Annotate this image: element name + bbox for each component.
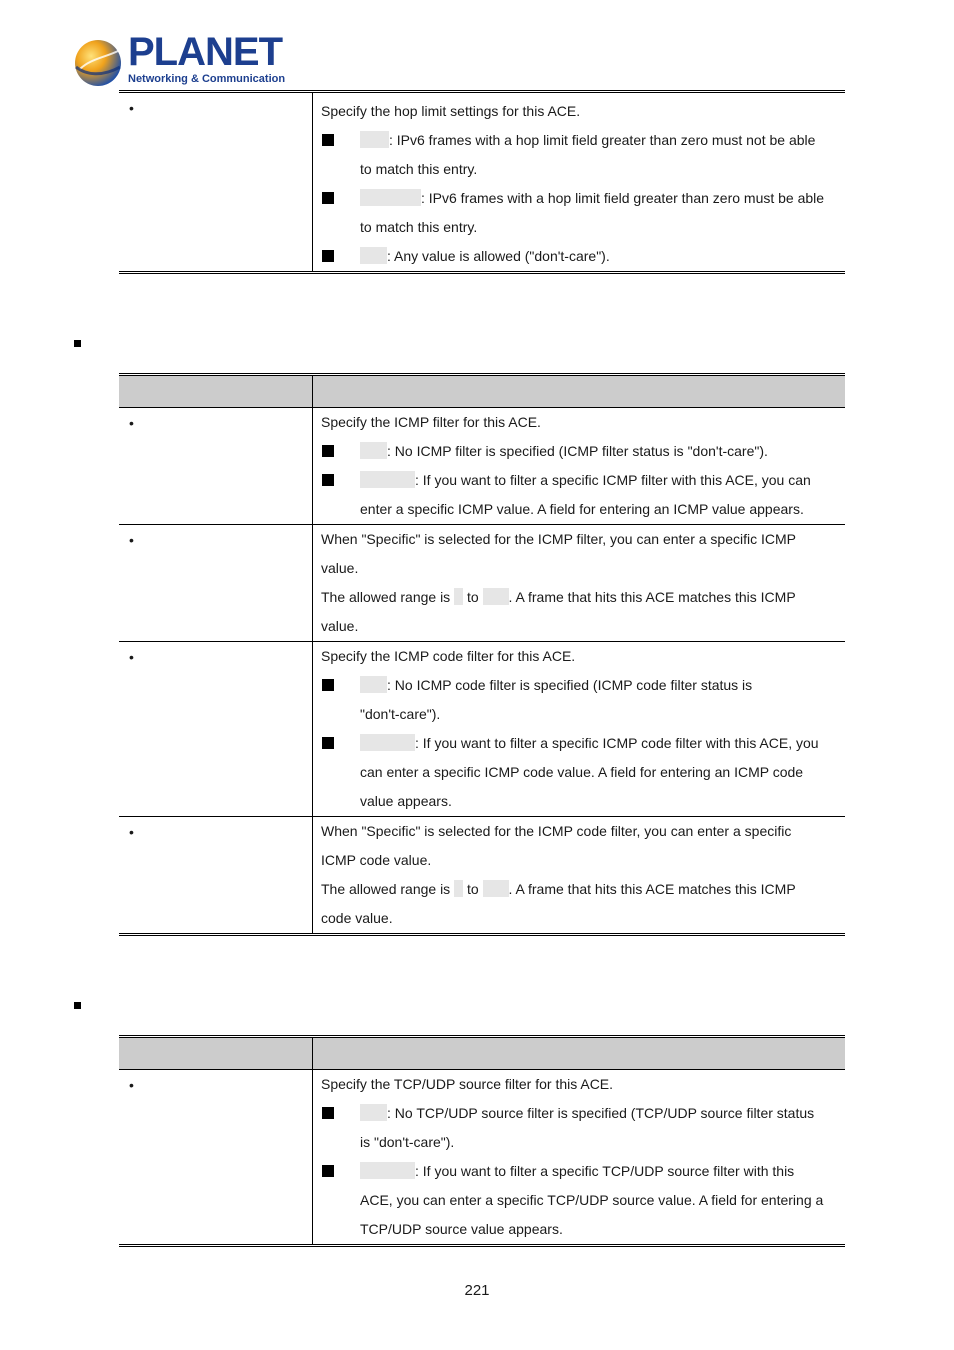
range-continuation: value. <box>321 618 359 634</box>
option-name-placeholder <box>360 734 415 751</box>
option-item <box>321 466 839 495</box>
option-item <box>321 1157 839 1186</box>
option-text: : No ICMP filter is specified (ICMP filter status is "don't-care"). <box>387 443 768 459</box>
table-row <box>119 408 845 525</box>
description-cell <box>313 408 846 525</box>
square-bullet-icon <box>322 737 334 749</box>
range-prefix: The allowed range is <box>321 881 451 897</box>
option-item <box>321 1099 839 1128</box>
table-row <box>119 817 845 935</box>
option-name-placeholder <box>360 247 387 264</box>
table-row <box>119 1070 845 1246</box>
planet-logo <box>72 30 286 90</box>
description-line: When "Specific" is selected for the ICMP filter, you can enter a specific ICMP <box>321 531 796 547</box>
square-bullet-icon <box>322 445 334 457</box>
option-text: : No TCP/UDP source filter is specified (TCP/UDP source filter status <box>387 1105 815 1121</box>
option-text: : IPv6 frames with a hop limit field greater than zero must be able <box>421 190 825 206</box>
option-name-placeholder <box>360 189 421 206</box>
square-bullet-icon <box>322 474 334 486</box>
tcp-udp-table <box>119 1035 845 1247</box>
option-text: : If you want to filter a specific ICMP filter with this ACE, you can <box>415 472 811 488</box>
option-text: : If you want to filter a specific TCP/UDP source filter with this <box>415 1163 795 1179</box>
range-continuation: code value. <box>321 910 393 926</box>
header-cell-object <box>119 375 313 408</box>
description-intro: Specify the ICMP filter for this ACE. <box>321 414 541 430</box>
option-item <box>321 184 839 213</box>
parameter-cell <box>119 642 313 817</box>
section-marker-icon <box>74 1002 81 1009</box>
square-bullet-icon <box>322 679 334 691</box>
bullet-marker: • <box>129 100 134 116</box>
option-continuation: can enter a specific ICMP code value. A field for entering an ICMP code <box>360 764 804 780</box>
range-max-placeholder <box>483 588 509 605</box>
option-item <box>321 242 839 271</box>
option-text: : No ICMP code filter is specified (ICMP code filter status is <box>387 677 753 693</box>
description-line: value. <box>321 560 359 576</box>
table-header-row <box>119 375 845 408</box>
option-name-placeholder <box>360 131 389 148</box>
description-intro: Specify the hop limit settings for this ACE. <box>321 103 581 119</box>
range-suffix: . A frame that hits this ACE matches this ICMP <box>508 589 796 605</box>
option-item <box>321 437 839 466</box>
option-name-placeholder <box>360 1104 387 1121</box>
option-text: : Any value is allowed ("don't-care"). <box>387 248 610 264</box>
description-intro: Specify the ICMP code filter for this ACE. <box>321 648 576 664</box>
description-cell <box>313 817 846 935</box>
section-marker-icon <box>74 340 81 347</box>
page-number: 221 <box>464 1282 490 1299</box>
range-to: to <box>466 589 479 605</box>
description-cell <box>313 525 846 642</box>
description-cell <box>313 642 846 817</box>
option-name-placeholder <box>360 471 415 488</box>
square-bullet-icon <box>322 134 334 146</box>
table-row <box>119 525 845 642</box>
option-text: : If you want to filter a specific ICMP code filter with this ACE, you <box>415 735 819 751</box>
bullet-marker: • <box>129 532 134 548</box>
range-min-placeholder <box>454 588 463 605</box>
square-bullet-icon <box>322 1165 334 1177</box>
parameter-cell <box>119 525 313 642</box>
range-line <box>321 583 839 612</box>
header-cell-object <box>119 1037 313 1070</box>
option-continuation: TCP/UDP source value appears. <box>360 1221 563 1237</box>
option-text: : IPv6 frames with a hop limit field greater than zero must not be able <box>389 132 816 148</box>
table-row <box>119 642 845 817</box>
option-continuation: value appears. <box>360 793 452 809</box>
option-name-placeholder <box>360 442 387 459</box>
bullet-marker: • <box>129 415 134 431</box>
description-intro: Specify the TCP/UDP source filter for this ACE. <box>321 1076 614 1092</box>
hop-limit-table <box>119 90 845 274</box>
logo-tagline: Networking & Communication <box>128 73 286 85</box>
table-row <box>119 92 845 273</box>
option-name-placeholder <box>360 676 387 693</box>
range-to: to <box>466 881 479 897</box>
parameter-cell <box>119 1070 313 1246</box>
option-item <box>321 126 839 155</box>
header-cell-description <box>313 1037 846 1070</box>
square-bullet-icon <box>322 192 334 204</box>
option-continuation: to match this entry. <box>360 219 478 235</box>
option-item <box>321 729 839 758</box>
icmp-table <box>119 373 845 936</box>
range-min-placeholder <box>454 880 463 897</box>
square-bullet-icon <box>322 1107 334 1119</box>
range-max-placeholder <box>483 880 509 897</box>
option-continuation: is "don't-care"). <box>360 1134 455 1150</box>
logo-wordmark: PLANET <box>128 30 282 74</box>
parameter-cell <box>119 817 313 935</box>
option-continuation: enter a specific ICMP value. A field for entering an ICMP value appears. <box>360 501 804 517</box>
range-line <box>321 875 839 904</box>
bullet-marker: • <box>129 1077 134 1093</box>
range-prefix: The allowed range is <box>321 589 451 605</box>
description-cell <box>313 92 846 273</box>
option-continuation: ACE, you can enter a specific TCP/UDP source value. A field for entering a <box>360 1192 824 1208</box>
description-line: When "Specific" is selected for the ICMP code filter, you can enter a specific <box>321 823 792 839</box>
option-continuation: "don't-care"). <box>360 706 441 722</box>
option-item <box>321 671 839 700</box>
bullet-marker: • <box>129 649 134 665</box>
description-cell <box>313 1070 846 1246</box>
description-line: ICMP code value. <box>321 852 432 868</box>
square-bullet-icon <box>322 250 334 262</box>
globe-icon <box>72 37 124 89</box>
header-cell-description <box>313 375 846 408</box>
parameter-cell <box>119 92 313 273</box>
parameter-cell <box>119 408 313 525</box>
option-continuation: to match this entry. <box>360 161 478 177</box>
range-suffix: . A frame that hits this ACE matches this ICMP <box>508 881 796 897</box>
bullet-marker: • <box>129 824 134 840</box>
option-name-placeholder <box>360 1162 415 1179</box>
table-header-row <box>119 1037 845 1070</box>
